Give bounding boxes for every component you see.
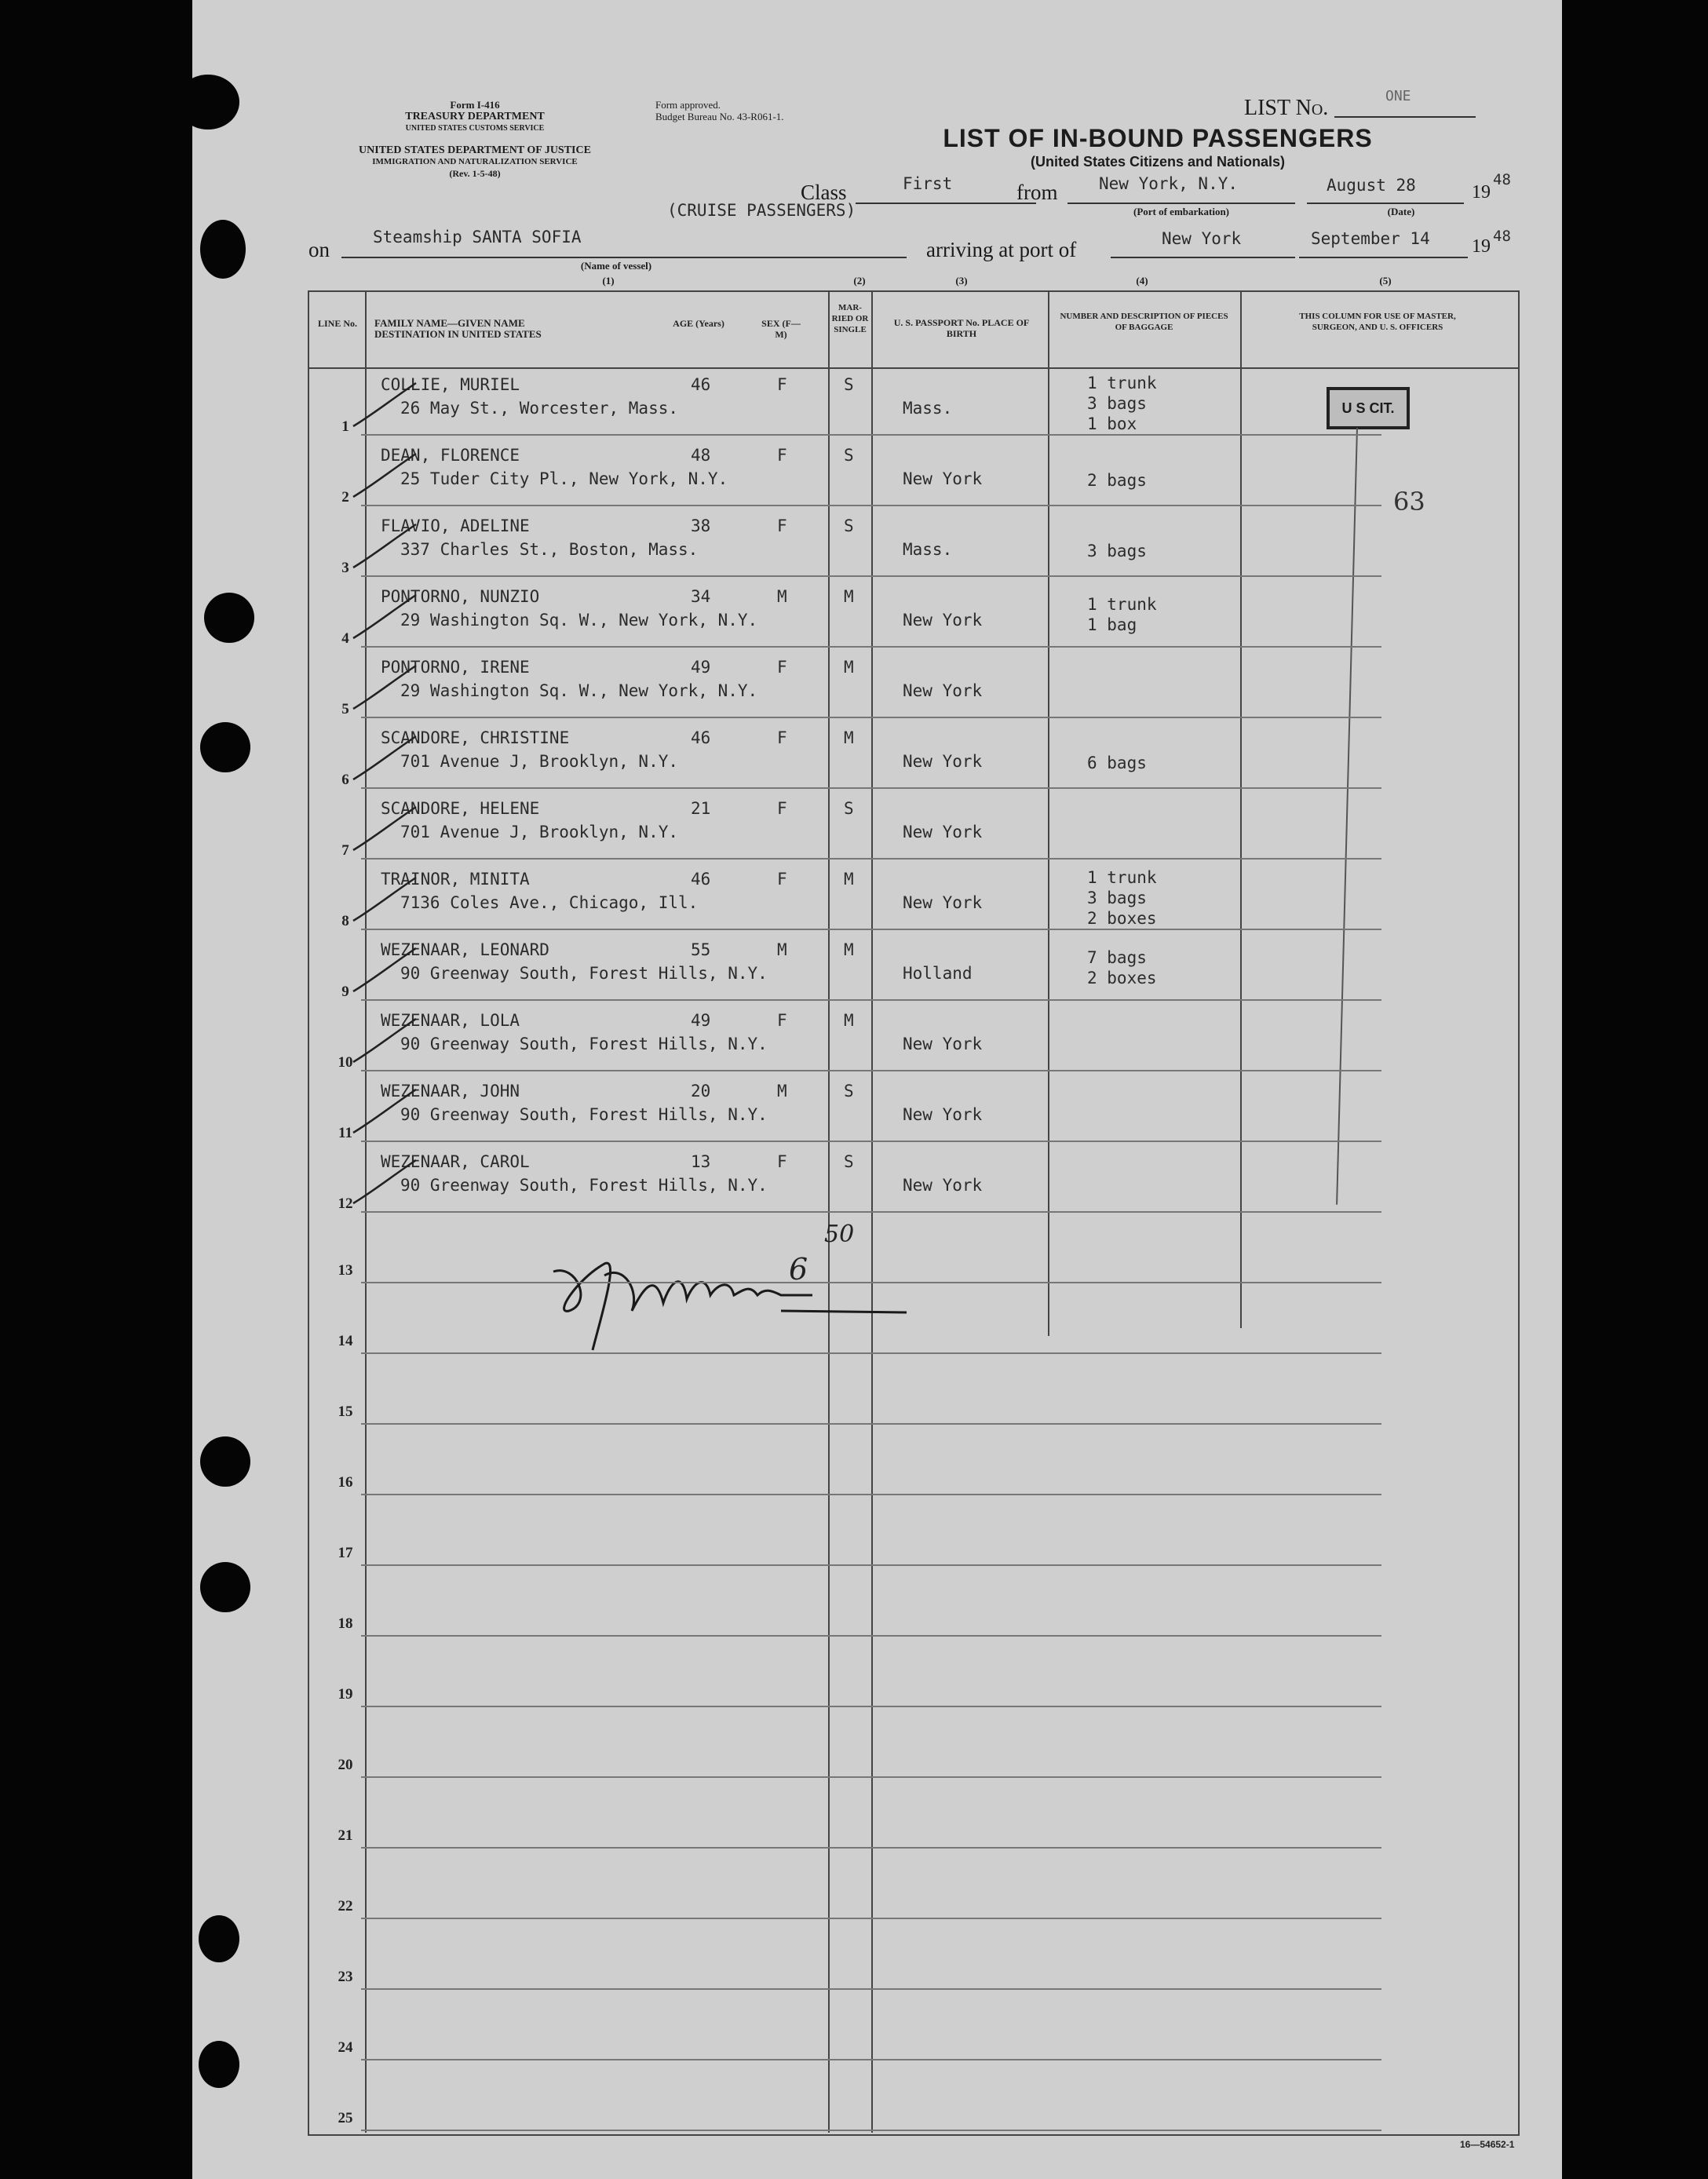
- check-mark-icon: [349, 591, 420, 646]
- age: 13: [691, 1152, 711, 1171]
- line-number: 19: [338, 1686, 353, 1703]
- signature-note-50: 50: [824, 1221, 855, 1248]
- row-rule: [361, 929, 1381, 930]
- customs-service: UNITED STATES CUSTOMS SERVICE: [405, 124, 545, 133]
- year-1: 48: [1493, 171, 1511, 188]
- line-number: 16: [338, 1474, 353, 1491]
- line-number: 2: [341, 489, 349, 506]
- citizen-stamp: U S CIT.: [1327, 387, 1410, 429]
- row-rule: [361, 1918, 1381, 1919]
- on-label: on: [308, 238, 330, 261]
- punch-hole: [200, 722, 250, 772]
- destination: 26 May St., Worcester, Mass.: [400, 399, 679, 418]
- year-prefix-1: 19: [1472, 182, 1491, 203]
- age: 55: [691, 940, 711, 959]
- destination: 90 Greenway South, Forest Hills, N.Y.: [400, 1105, 768, 1124]
- family-name: FLAVIO, ADELINE: [381, 516, 530, 535]
- destination: 701 Avenue J, Brooklyn, N.Y.: [400, 752, 679, 771]
- row-rule: [361, 1423, 1381, 1425]
- destination: 337 Charles St., Boston, Mass.: [400, 540, 699, 559]
- line-number: 20: [338, 1757, 353, 1773]
- line-number: 10: [338, 1054, 353, 1071]
- row-rule: [361, 1494, 1381, 1495]
- col-officers: THIS COLUMN FOR USE OF MASTER, SURGEON, AND U. S. OFFICERS: [1299, 312, 1456, 332]
- baggage-item: 7 bags: [1087, 948, 1147, 967]
- age: 48: [691, 446, 711, 465]
- check-mark-icon: [349, 1015, 420, 1070]
- signature-note-6: 6: [789, 1252, 808, 1287]
- line-number: 9: [341, 984, 349, 1000]
- line-number: 12: [338, 1195, 353, 1212]
- family-name: PONTORNO, NUNZIO: [381, 587, 540, 606]
- line-number: 5: [341, 701, 349, 717]
- col-ref-5: (5): [1379, 275, 1392, 287]
- passenger-count: 63: [1393, 487, 1425, 516]
- col-ref-2: (2): [853, 275, 866, 287]
- marital-status: M: [844, 587, 854, 606]
- baggage-item: 3 bags: [1087, 542, 1147, 560]
- check-mark-icon: [349, 450, 420, 505]
- vessel-line: [341, 257, 907, 258]
- punch-hole: [192, 75, 239, 130]
- place-of-birth: New York: [903, 1176, 983, 1195]
- row-rule: [361, 1352, 1381, 1354]
- col-passport: U. S. PASSPORT No. PLACE OF BIRTH: [893, 317, 1030, 339]
- date-caption: (Date): [1387, 206, 1415, 217]
- marital-status: M: [844, 658, 854, 677]
- baggage-item: 1 trunk: [1087, 374, 1157, 392]
- from-value: New York, N.Y.: [1099, 174, 1239, 193]
- line-number: 11: [338, 1125, 352, 1141]
- marital-status: M: [844, 1011, 854, 1030]
- sex: M: [777, 1082, 787, 1100]
- divider-passport: [1048, 292, 1049, 1336]
- row-rule: [361, 787, 1381, 789]
- class-label: Class: [801, 181, 847, 204]
- manifest-page: [192, 0, 1562, 2179]
- marital-status: S: [844, 516, 854, 535]
- sex: F: [777, 870, 787, 889]
- date-line: [1307, 203, 1464, 204]
- marital-status: M: [844, 728, 854, 747]
- row-rule: [361, 1988, 1381, 1990]
- punch-hole: [200, 220, 246, 279]
- place-of-birth: New York: [903, 1035, 983, 1053]
- check-mark-icon: [349, 803, 420, 858]
- from-line: [1068, 203, 1295, 204]
- sex: F: [777, 375, 787, 394]
- justice-dept: UNITED STATES DEPARTMENT OF JUSTICE: [359, 144, 591, 156]
- place-of-birth: Holland: [903, 964, 973, 983]
- baggage-item: 3 bags: [1087, 889, 1147, 907]
- family-name: SCANDORE, CHRISTINE: [381, 728, 570, 747]
- row-rule: [361, 575, 1381, 577]
- age: 49: [691, 658, 711, 677]
- row-rule: [361, 1706, 1381, 1707]
- baggage-item: 2 boxes: [1087, 909, 1157, 928]
- age: 34: [691, 587, 711, 606]
- line-number: 22: [338, 1898, 353, 1914]
- baggage-item: 3 bags: [1087, 394, 1147, 413]
- age: 46: [691, 375, 711, 394]
- form-number: Form I-416: [450, 99, 500, 111]
- family-name: COLLIE, MURIEL: [381, 375, 520, 394]
- sex: F: [777, 516, 787, 535]
- age: 20: [691, 1082, 711, 1100]
- marital-status: M: [844, 940, 854, 959]
- line-number: 23: [338, 1969, 353, 1985]
- marital-status: S: [844, 799, 854, 818]
- age: 49: [691, 1011, 711, 1030]
- row-rule: [361, 858, 1381, 860]
- col-line-no: LINE No.: [318, 318, 358, 329]
- line-number: 13: [338, 1262, 353, 1279]
- family-name: SCANDORE, HELENE: [381, 799, 540, 818]
- col-ref-3: (3): [955, 275, 968, 287]
- destination: 29 Washington Sq. W., New York, N.Y.: [400, 611, 758, 630]
- destination: 29 Washington Sq. W., New York, N.Y.: [400, 681, 758, 700]
- baggage-item: 1 bag: [1087, 615, 1137, 634]
- place-of-birth: New York: [903, 611, 983, 630]
- line-number: 18: [338, 1615, 353, 1632]
- destination: 90 Greenway South, Forest Hills, N.Y.: [400, 1176, 768, 1195]
- age: 38: [691, 516, 711, 535]
- place-of-birth: New York: [903, 469, 983, 488]
- departure-date: August 28: [1327, 176, 1416, 195]
- col-ref-4: (4): [1136, 275, 1148, 287]
- age: 46: [691, 728, 711, 747]
- destination: 25 Tuder City Pl., New York, N.Y.: [400, 469, 728, 488]
- family-name: WEZENAAR, LEONARD: [381, 940, 549, 959]
- destination: 90 Greenway South, Forest Hills, N.Y.: [400, 1035, 768, 1053]
- row-rule: [361, 505, 1381, 506]
- line-number: 6: [341, 772, 349, 788]
- col-married: MAR- RIED OR SINGLE: [831, 303, 869, 334]
- baggage-item: 2 boxes: [1087, 969, 1157, 987]
- baggage-item: 2 bags: [1087, 471, 1147, 490]
- sex: F: [777, 446, 787, 465]
- row-rule: [361, 1564, 1381, 1566]
- destination: 701 Avenue J, Brooklyn, N.Y.: [400, 823, 679, 841]
- check-mark-icon: [349, 379, 420, 434]
- sex: F: [777, 799, 787, 818]
- arrival-date-line: [1299, 257, 1468, 258]
- destination: 7136 Coles Ave., Chicago, Ill.: [400, 893, 699, 912]
- age: 46: [691, 870, 711, 889]
- family-name: WEZENAAR, JOHN: [381, 1082, 520, 1100]
- sex: F: [777, 1152, 787, 1171]
- footer-code: 16—54652-1: [1460, 2139, 1515, 2150]
- marital-status: S: [844, 446, 854, 465]
- cruise-passengers: (CRUISE PASSENGERS): [667, 201, 856, 220]
- place-of-birth: New York: [903, 681, 983, 700]
- line-number: 14: [338, 1333, 353, 1349]
- line-number: 25: [338, 2110, 353, 2126]
- row-rule: [361, 434, 1381, 436]
- vessel-caption: (Name of vessel): [580, 260, 652, 272]
- table-header-rule: [308, 367, 1518, 369]
- family-name: TRAINOR, MINITA: [381, 870, 530, 889]
- punch-hole: [199, 1915, 239, 1962]
- form-approved: Form approved.: [655, 99, 721, 111]
- col-baggage: NUMBER AND DESCRIPTION OF PIECES OF BAGGAGE: [1060, 312, 1228, 332]
- baggage-item: 1 box: [1087, 414, 1137, 433]
- from-label: from: [1016, 181, 1058, 204]
- vessel-name: Steamship SANTA SOFIA: [373, 228, 582, 246]
- page-subtitle: (United States Citizens and Nationals): [1030, 154, 1286, 170]
- year-2: 48: [1493, 228, 1511, 245]
- port-line: [1111, 257, 1295, 258]
- list-number-label: LIST No.: [1244, 96, 1329, 120]
- row-rule: [361, 1847, 1381, 1849]
- sex: F: [777, 658, 787, 677]
- destination: 90 Greenway South, Forest Hills, N.Y.: [400, 964, 768, 983]
- list-number-value: ONE: [1385, 88, 1411, 104]
- port-embark-caption: (Port of embarkation): [1133, 206, 1230, 217]
- class-value: First: [903, 174, 953, 193]
- row-rule: [361, 2130, 1381, 2131]
- line-number: 15: [338, 1403, 353, 1420]
- baggage-item: 6 bags: [1087, 754, 1147, 772]
- row-rule: [361, 1070, 1381, 1071]
- punch-hole: [204, 593, 254, 643]
- col-sex: SEX (F—M): [761, 318, 801, 340]
- place-of-birth: Mass.: [903, 399, 953, 418]
- age: 21: [691, 799, 711, 818]
- line-number: 8: [341, 913, 349, 929]
- year-prefix-2: 19: [1472, 236, 1491, 257]
- place-of-birth: New York: [903, 823, 983, 841]
- line-number: 3: [341, 560, 349, 576]
- family-name: DEAN, FLORENCE: [381, 446, 520, 465]
- punch-hole: [200, 1436, 250, 1487]
- arrival-port: New York: [1162, 229, 1242, 248]
- line-number: 21: [338, 1827, 353, 1844]
- row-rule: [361, 1635, 1381, 1637]
- class-line: [856, 203, 1036, 204]
- check-mark-icon: [349, 662, 420, 717]
- row-rule: [361, 717, 1381, 718]
- treasury-dept: TREASURY DEPARTMENT: [405, 111, 545, 122]
- row-rule: [361, 1776, 1381, 1778]
- revision: (Rev. 1-5-48): [449, 168, 501, 179]
- marital-status: M: [844, 870, 854, 889]
- row-rule: [361, 999, 1381, 1001]
- divider-baggage: [1240, 292, 1242, 1328]
- check-mark-icon: [349, 1156, 420, 1211]
- check-mark-icon: [349, 1086, 420, 1141]
- row-rule: [361, 646, 1381, 648]
- line-number: 24: [338, 2039, 353, 2056]
- place-of-birth: Mass.: [903, 540, 953, 559]
- marital-status: S: [844, 375, 854, 394]
- family-name: PONTORNO, IRENE: [381, 658, 530, 677]
- row-rule: [361, 1282, 1381, 1283]
- sex: F: [777, 728, 787, 747]
- place-of-birth: New York: [903, 893, 983, 912]
- family-name: WEZENAAR, CAROL: [381, 1152, 530, 1171]
- arriving-label: arriving at port of: [926, 238, 1077, 261]
- baggage-item: 1 trunk: [1087, 868, 1157, 887]
- marital-status: S: [844, 1152, 854, 1171]
- col-ref-1: (1): [602, 275, 615, 287]
- passenger-table: [308, 290, 1520, 2136]
- line-number: 4: [341, 630, 349, 647]
- ins-service: IMMIGRATION AND NATURALIZATION SERVICE: [372, 157, 578, 166]
- family-name: WEZENAAR, LOLA: [381, 1011, 520, 1030]
- col-family-name: FAMILY NAME—GIVEN NAME DESTINATION IN UNITED STATES: [374, 317, 542, 340]
- page-title: LIST OF IN-BOUND PASSENGERS: [943, 124, 1373, 152]
- budget-bureau: Budget Bureau No. 43-R061-1.: [655, 111, 784, 122]
- list-number-line: [1334, 116, 1476, 118]
- line-number: 7: [341, 842, 349, 859]
- place-of-birth: New York: [903, 752, 983, 771]
- check-mark-icon: [349, 732, 420, 787]
- check-mark-icon: [349, 520, 420, 575]
- line-number: 17: [338, 1545, 353, 1561]
- line-number: 1: [341, 418, 349, 435]
- sex: M: [777, 587, 787, 606]
- row-rule: [361, 2059, 1381, 2060]
- check-mark-icon: [349, 874, 420, 929]
- place-of-birth: New York: [903, 1105, 983, 1124]
- col-age: AGE (Years): [673, 318, 724, 329]
- baggage-item: 1 trunk: [1087, 595, 1157, 614]
- sex: F: [777, 1011, 787, 1030]
- row-rule: [361, 1211, 1381, 1213]
- row-rule: [361, 1141, 1381, 1142]
- marital-status: S: [844, 1082, 854, 1100]
- arrival-date: September 14: [1311, 229, 1430, 248]
- sex: M: [777, 940, 787, 959]
- check-mark-icon: [349, 944, 420, 999]
- punch-hole: [199, 2041, 239, 2088]
- punch-hole: [200, 1562, 250, 1612]
